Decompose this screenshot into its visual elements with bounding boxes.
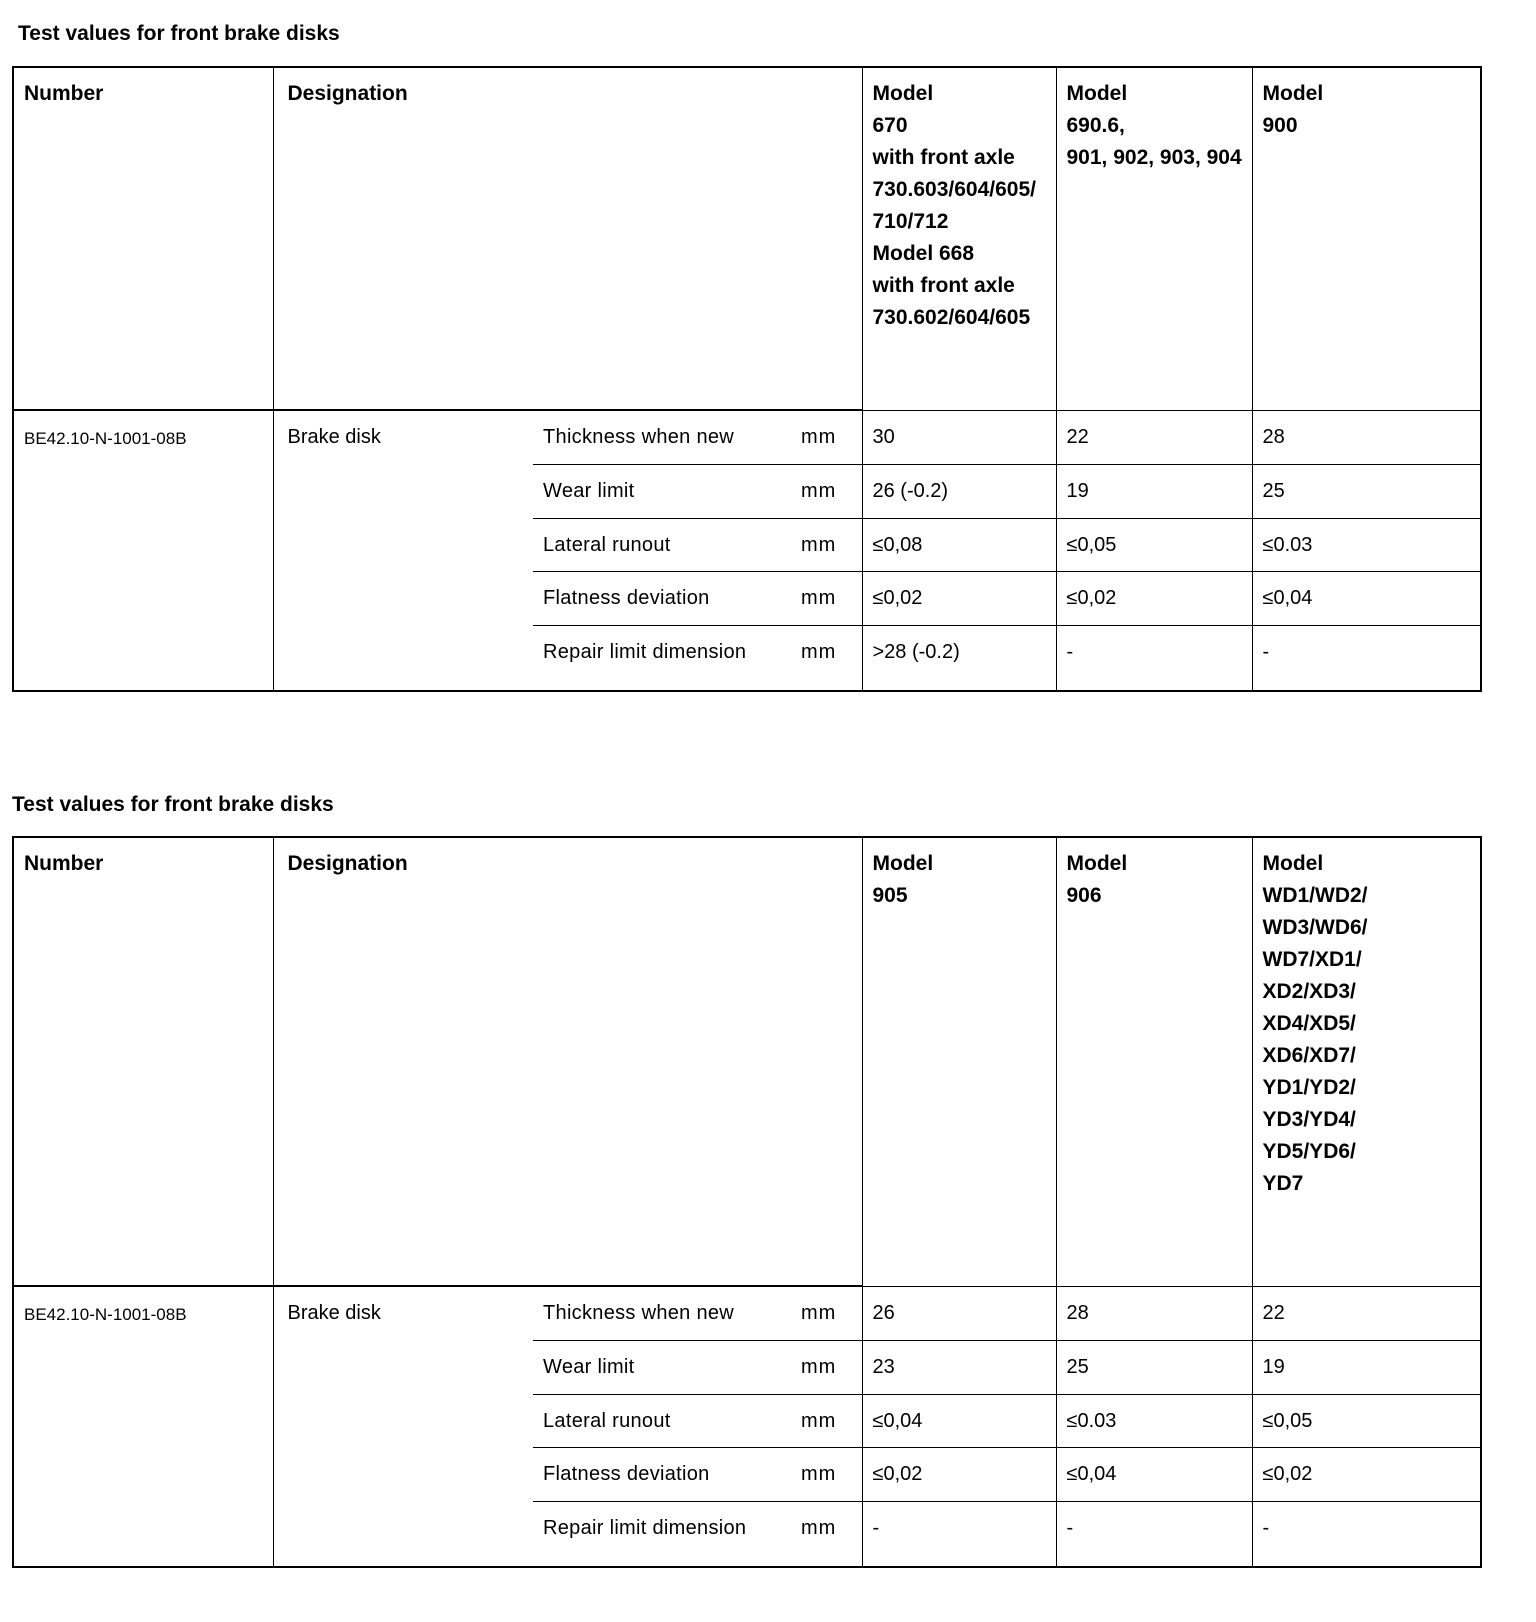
value-cell: ≤0,05 (1056, 518, 1252, 571)
value-cell: 22 (1056, 410, 1252, 464)
parameter-label: Lateral runout (533, 518, 801, 571)
unit-label: mm (801, 1501, 862, 1567)
unit-label: mm (801, 625, 862, 691)
model-header-line: WD3/WD6/ (1262, 916, 1368, 939)
value-cell: 25 (1252, 464, 1481, 518)
column-header-model (1056, 67, 1252, 410)
value-cell: 28 (1252, 410, 1481, 464)
parameter-label: Lateral runout (533, 1394, 801, 1447)
parameter-label: Repair limit dimension (533, 625, 801, 691)
model-header-line: 900 (1262, 114, 1298, 137)
value-cell: 26 (-0.2) (862, 464, 1056, 518)
unit-label: mm (801, 1286, 862, 1340)
value-cell: ≤0.03 (1056, 1394, 1252, 1447)
value-cell: - (1056, 625, 1252, 691)
value-cell: ≤0,02 (862, 571, 1056, 625)
unit-label: mm (801, 1394, 862, 1447)
designation: Brake disk (273, 410, 533, 691)
designation: Brake disk (273, 1286, 533, 1567)
test-values-table (12, 836, 1482, 1568)
column-header-model (1252, 67, 1481, 410)
test-values-table (12, 66, 1482, 692)
unit-label: mm (801, 1447, 862, 1501)
model-header-line: Model (872, 82, 934, 105)
value-cell: 30 (862, 410, 1056, 464)
model-header-line: Model (1066, 852, 1128, 875)
model-header-line: Model (1262, 852, 1324, 875)
value-cell: 26 (862, 1286, 1056, 1340)
unit-label: mm (801, 518, 862, 571)
model-header-line: 730.602/604/605 (872, 306, 1031, 329)
column-header-number: Number (13, 67, 273, 410)
value-cell: 19 (1252, 1340, 1481, 1394)
model-header-line: YD3/YD4/ (1262, 1108, 1356, 1131)
model-header-line: XD2/XD3/ (1262, 980, 1356, 1003)
value-cell: >28 (-0.2) (862, 625, 1056, 691)
value-cell: - (1252, 1501, 1481, 1567)
model-header-line: 690.6, (1066, 114, 1125, 137)
section-title: Test values for front brake disks (12, 793, 334, 816)
parameter-label: Flatness deviation (533, 571, 801, 625)
model-header-line: YD1/YD2/ (1262, 1076, 1356, 1099)
model-header-line: 901, 902, 903, 904 (1066, 146, 1242, 169)
value-cell: ≤0,02 (862, 1447, 1056, 1501)
part-number: BE42.10-N-1001-08B (13, 410, 273, 691)
section-title: Test values for front brake disks (18, 22, 340, 45)
column-header-model (862, 837, 1056, 1286)
model-header-line: WD1/WD2/ (1262, 884, 1368, 907)
parameter-label: Thickness when new (533, 410, 801, 464)
value-cell: ≤0,04 (1056, 1447, 1252, 1501)
model-header-line: 670 (872, 114, 908, 137)
value-cell: ≤0,04 (1252, 571, 1481, 625)
unit-label: mm (801, 410, 862, 464)
value-cell: 25 (1056, 1340, 1252, 1394)
parameter-label: Wear limit (533, 1340, 801, 1394)
column-header-number: Number (13, 837, 273, 1286)
model-header-line: with front axle (872, 274, 1015, 297)
value-cell: ≤0,02 (1252, 1447, 1481, 1501)
model-header-line: XD4/XD5/ (1262, 1012, 1356, 1035)
model-header-line: Model (1262, 82, 1324, 105)
value-cell: 19 (1056, 464, 1252, 518)
parameter-label: Flatness deviation (533, 1447, 801, 1501)
column-header-model (1056, 837, 1252, 1286)
value-cell: ≤0.03 (1252, 518, 1481, 571)
model-header-line: YD5/YD6/ (1262, 1140, 1356, 1163)
column-header-designation: Designation (273, 67, 862, 410)
parameter-label: Thickness when new (533, 1286, 801, 1340)
model-header-line: 906 (1066, 884, 1102, 907)
model-header-line: with front axle (872, 146, 1015, 169)
value-cell: ≤0,08 (862, 518, 1056, 571)
table-row (13, 410, 1481, 464)
column-header-model (1252, 837, 1481, 1286)
table-row (13, 1286, 1481, 1340)
unit-label: mm (801, 1340, 862, 1394)
value-cell: ≤0,04 (862, 1394, 1056, 1447)
column-header-model (862, 67, 1056, 410)
unit-label: mm (801, 464, 862, 518)
part-number: BE42.10-N-1001-08B (13, 1286, 273, 1567)
model-header-line: XD6/XD7/ (1262, 1044, 1356, 1067)
value-cell: - (1056, 1501, 1252, 1567)
model-header-line: 905 (872, 884, 908, 907)
parameter-label: Repair limit dimension (533, 1501, 801, 1567)
unit-label: mm (801, 571, 862, 625)
value-cell: 22 (1252, 1286, 1481, 1340)
model-header-line: Model (1066, 82, 1128, 105)
model-header-line: WD7/XD1/ (1262, 948, 1362, 971)
value-cell: - (862, 1501, 1056, 1567)
value-cell: ≤0,02 (1056, 571, 1252, 625)
value-cell: ≤0,05 (1252, 1394, 1481, 1447)
model-header-line: Model 668 (872, 242, 975, 265)
value-cell: 28 (1056, 1286, 1252, 1340)
value-cell: - (1252, 625, 1481, 691)
parameter-label: Wear limit (533, 464, 801, 518)
model-header-line: 730.603/604/605/ 710/712 (872, 178, 1036, 233)
model-header-line: YD7 (1262, 1172, 1304, 1195)
model-header-line: Model (872, 852, 934, 875)
value-cell: 23 (862, 1340, 1056, 1394)
column-header-designation: Designation (273, 837, 862, 1286)
